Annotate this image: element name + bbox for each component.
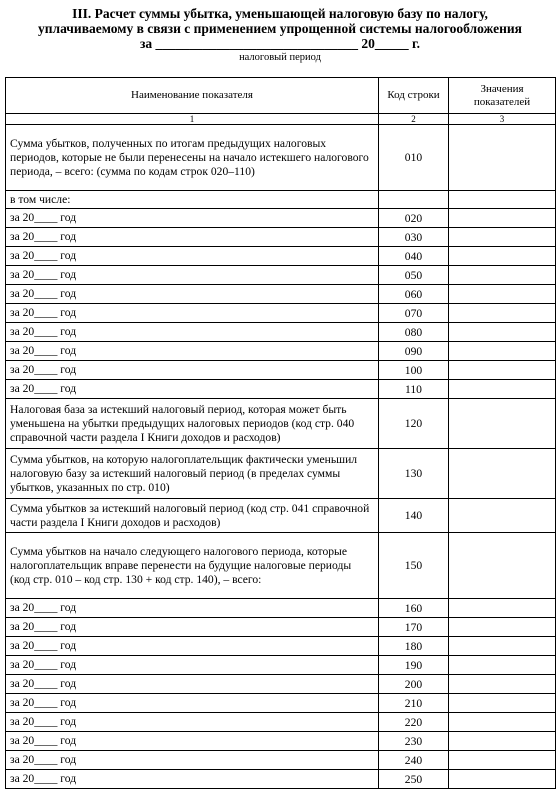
row-value-cell[interactable] bbox=[449, 637, 556, 656]
row-value-cell[interactable] bbox=[449, 323, 556, 342]
row-name: в том числе: bbox=[6, 191, 379, 209]
table-row bbox=[6, 637, 556, 656]
row-code: 150 bbox=[379, 533, 449, 599]
row-code: 060 bbox=[379, 285, 449, 304]
row-code: 110 bbox=[379, 380, 449, 399]
row-name: за 20____ год bbox=[6, 228, 379, 247]
row-code bbox=[379, 191, 449, 209]
table-row bbox=[6, 713, 556, 732]
row-code: 030 bbox=[379, 228, 449, 247]
row-code: 120 bbox=[379, 399, 449, 449]
row-value-cell[interactable] bbox=[449, 191, 556, 209]
row-value-cell[interactable] bbox=[449, 125, 556, 191]
table-row bbox=[6, 191, 556, 209]
table-row bbox=[6, 770, 556, 789]
row-code: 160 bbox=[379, 599, 449, 618]
row-name: за 20____ год bbox=[6, 732, 379, 751]
table-row bbox=[6, 732, 556, 751]
table-row bbox=[6, 751, 556, 770]
row-value-cell[interactable] bbox=[449, 770, 556, 789]
row-value-cell[interactable] bbox=[449, 732, 556, 751]
row-name: за 20____ год bbox=[6, 361, 379, 380]
row-code: 010 bbox=[379, 125, 449, 191]
row-code: 170 bbox=[379, 618, 449, 637]
row-name: Сумма убытков, полученных по итогам предыдущих налоговых периодов, которые не были перенесены на начало истекшего налогового периода, – всего: (сумма по кодам строк 020–110) bbox=[6, 125, 379, 191]
row-name: за 20____ год bbox=[6, 713, 379, 732]
table-header-row bbox=[6, 78, 556, 114]
row-value-cell[interactable] bbox=[449, 713, 556, 732]
row-code: 190 bbox=[379, 656, 449, 675]
column-header-code: Код строки bbox=[379, 78, 449, 114]
row-value-cell[interactable] bbox=[449, 399, 556, 449]
section-title-line-3: за ______________________________ 20_____ г. bbox=[139, 36, 421, 51]
table-row bbox=[6, 618, 556, 637]
row-value-cell[interactable] bbox=[449, 694, 556, 713]
row-name: за 20____ год bbox=[6, 323, 379, 342]
row-value-cell[interactable] bbox=[449, 656, 556, 675]
row-name: за 20____ год bbox=[6, 751, 379, 770]
column-number-row bbox=[6, 114, 556, 125]
row-code: 230 bbox=[379, 732, 449, 751]
row-value-cell[interactable] bbox=[449, 228, 556, 247]
row-code: 070 bbox=[379, 304, 449, 323]
row-name: за 20____ год bbox=[6, 694, 379, 713]
row-name: за 20____ год bbox=[6, 637, 379, 656]
row-name: за 20____ год bbox=[6, 247, 379, 266]
table-row bbox=[6, 247, 556, 266]
row-name: за 20____ год bbox=[6, 342, 379, 361]
row-value-cell[interactable] bbox=[449, 599, 556, 618]
row-value-cell[interactable] bbox=[449, 751, 556, 770]
table-row bbox=[6, 323, 556, 342]
row-name: за 20____ год bbox=[6, 599, 379, 618]
table-row bbox=[6, 449, 556, 499]
row-value-cell[interactable] bbox=[449, 342, 556, 361]
row-code: 250 bbox=[379, 770, 449, 789]
table-row bbox=[6, 499, 556, 533]
row-code: 220 bbox=[379, 713, 449, 732]
row-name: за 20____ год bbox=[6, 618, 379, 637]
row-name: Налоговая база за истекший налоговый период, которая может быть уменьшена на убытки предыдущих налоговых периодов (код стр. 040 справочной части раздела I Книги доходов и расходов) bbox=[6, 399, 379, 449]
loss-calculation-table bbox=[5, 77, 556, 789]
section-title-line-1: III. Расчет суммы убытка, уменьшающей налоговую базу по налогу, bbox=[72, 6, 488, 21]
column-number-3: 3 bbox=[449, 114, 556, 125]
row-value-cell[interactable] bbox=[449, 380, 556, 399]
table-row bbox=[6, 599, 556, 618]
row-name: Сумма убытков на начало следующего налогового периода, которые налогоплательщик вправе перенести на будущие налоговые периоды (код стр. 010 – код стр. 130 + код стр. 140), – всего: bbox=[6, 533, 379, 599]
row-name: за 20____ год bbox=[6, 266, 379, 285]
row-name: Сумма убытков, на которую налогоплательщик фактически уменьшил налоговую базу за истекший налоговый период (в пределах суммы убытков, указанных по стр. 010) bbox=[6, 449, 379, 499]
row-value-cell[interactable] bbox=[449, 209, 556, 228]
row-code: 040 bbox=[379, 247, 449, 266]
row-code: 210 bbox=[379, 694, 449, 713]
row-name: за 20____ год bbox=[6, 675, 379, 694]
row-code: 100 bbox=[379, 361, 449, 380]
row-code: 140 bbox=[379, 499, 449, 533]
row-name: за 20____ год bbox=[6, 209, 379, 228]
table-row bbox=[6, 533, 556, 599]
row-value-cell[interactable] bbox=[449, 449, 556, 499]
row-code: 130 bbox=[379, 449, 449, 499]
row-value-cell[interactable] bbox=[449, 285, 556, 304]
column-number-1: 1 bbox=[6, 114, 379, 125]
row-value-cell[interactable] bbox=[449, 533, 556, 599]
row-value-cell[interactable] bbox=[449, 675, 556, 694]
table-row bbox=[6, 304, 556, 323]
row-value-cell[interactable] bbox=[449, 247, 556, 266]
row-name: за 20____ год bbox=[6, 656, 379, 675]
row-name: за 20____ год bbox=[6, 304, 379, 323]
row-value-cell[interactable] bbox=[449, 361, 556, 380]
row-name: за 20____ год bbox=[6, 285, 379, 304]
column-header-values: Значения показателей bbox=[449, 78, 556, 114]
row-code: 200 bbox=[379, 675, 449, 694]
table-row bbox=[6, 209, 556, 228]
row-code: 240 bbox=[379, 751, 449, 770]
column-header-name: Наименование показателя bbox=[6, 78, 379, 114]
row-code: 020 bbox=[379, 209, 449, 228]
row-value-cell[interactable] bbox=[449, 618, 556, 637]
row-value-cell[interactable] bbox=[449, 266, 556, 285]
section-title-line-2: уплачиваемому в связи с применением упрощенной системы налогообложения bbox=[38, 21, 522, 36]
table-row bbox=[6, 361, 556, 380]
row-code: 080 bbox=[379, 323, 449, 342]
table-row bbox=[6, 694, 556, 713]
table-row bbox=[6, 399, 556, 449]
table-row bbox=[6, 285, 556, 304]
row-value-cell[interactable] bbox=[449, 499, 556, 533]
table-row bbox=[6, 656, 556, 675]
row-name: за 20____ год bbox=[6, 770, 379, 789]
table-row bbox=[6, 342, 556, 361]
table-row bbox=[6, 125, 556, 191]
table-row bbox=[6, 266, 556, 285]
table-row bbox=[6, 228, 556, 247]
table-row bbox=[6, 380, 556, 399]
row-code: 090 bbox=[379, 342, 449, 361]
period-caption: налоговый период bbox=[239, 52, 321, 63]
row-name: Сумма убытков за истекший налоговый период (код стр. 041 справочной части раздела I Книги доходов и расходов) bbox=[6, 499, 379, 533]
row-value-cell[interactable] bbox=[449, 304, 556, 323]
row-name: за 20____ год bbox=[6, 380, 379, 399]
table-row bbox=[6, 675, 556, 694]
column-number-2: 2 bbox=[379, 114, 449, 125]
row-code: 050 bbox=[379, 266, 449, 285]
row-code: 180 bbox=[379, 637, 449, 656]
